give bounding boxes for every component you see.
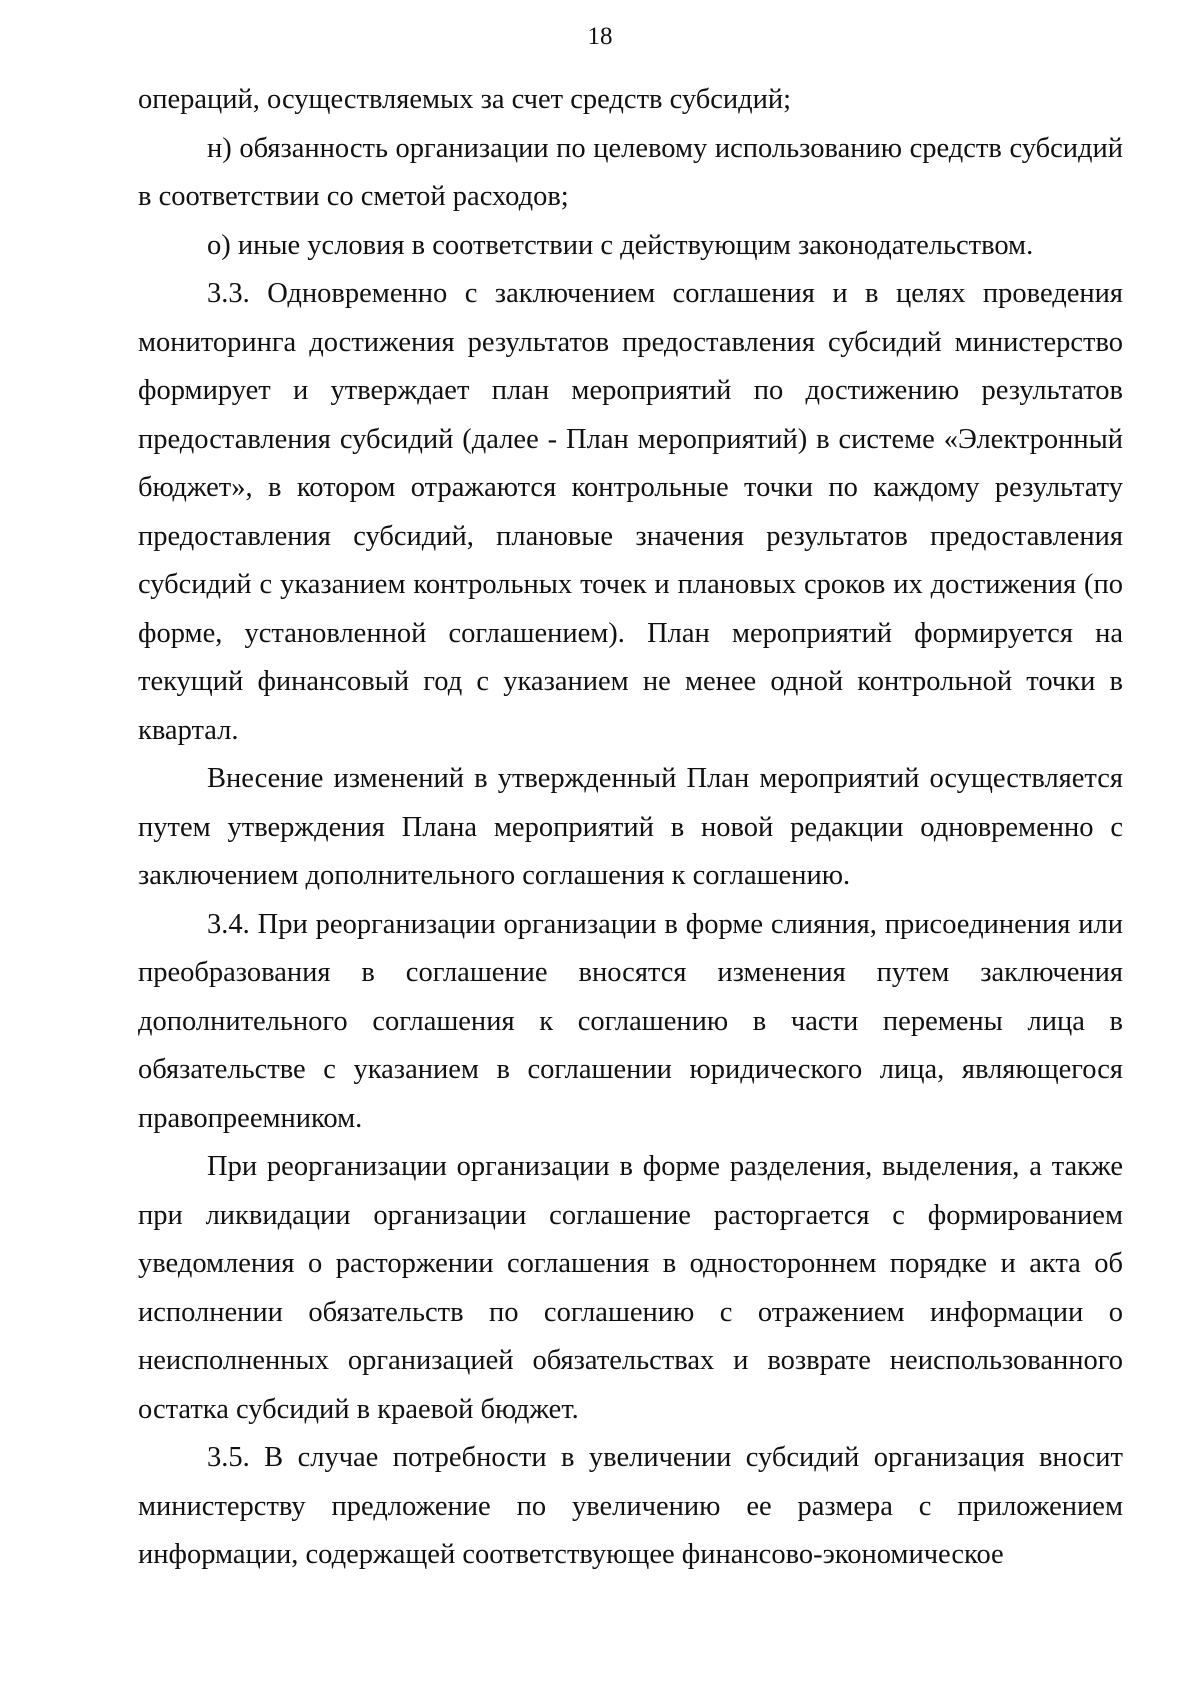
paragraph-section-3-5: 3.5. В случае потребности в увеличении субсидий организация вносит министерству предложение по увеличению ее размера с приложением информации, содержащей соответствующее финансово-экономическое <box>138 1442 1123 1570</box>
paragraph-reorganization: При реорганизации организации в форме разделения, выделения, а также при ликвидации организации соглашение расторгается с формированием уведомления о расторжении соглашения в одностороннем порядке и акта об исполнении обязательств по соглашению с отражением информации о неисполненных организацией обязательствах и возврате неиспользованного остатка субсидий в краевой бюджет. <box>138 1151 1123 1425</box>
paragraph-continuation: операций, осуществляемых за счет средств субсидий; <box>138 84 792 115</box>
document-body <box>138 76 1123 1580</box>
paragraph-section-3-3: 3.3. Одновременно с заключением соглашения и в целях проведения мониторинга достижения результатов предоставления субсидий министерство формирует и утверждает план мероприятий по достижению результатов предоставления субсидий (далее - План мероприятий) в системе «Электронный бюджет», в котором отражаются контрольные точки по каждому результату предоставления субсидий, плановые значения результатов предоставления субсидий с указанием контрольных точек и плановых сроков их достижения (по форме, установленной соглашением). План мероприятий формируется на текущий финансовый год с указанием не менее одной контрольной точки в квартал. <box>138 278 1123 746</box>
paragraph-item-n: н) обязанность организации по целевому использованию средств субсидий в соответствии со сметой расходов; <box>138 132 1123 212</box>
paragraph-plan-changes: Внесение изменений в утвержденный План мероприятий осуществляется путем утверждения Плана мероприятий в новой редакции одновременно с заключением дополнительного соглашения к соглашению. <box>138 763 1123 891</box>
page-number: 18 <box>587 23 613 50</box>
paragraph-item-o: о) иные условия в соответствии с действующим законодательством. <box>207 229 1034 261</box>
paragraph-section-3-4: 3.4. При реорганизации организации в форме слияния, присоединения или преобразования в соглашение вносятся изменения путем заключения дополнительного соглашения к соглашению в части перемены лица в обязательстве с указанием в соглашении юридического лица, являющегося правопреемником. <box>138 908 1123 1134</box>
